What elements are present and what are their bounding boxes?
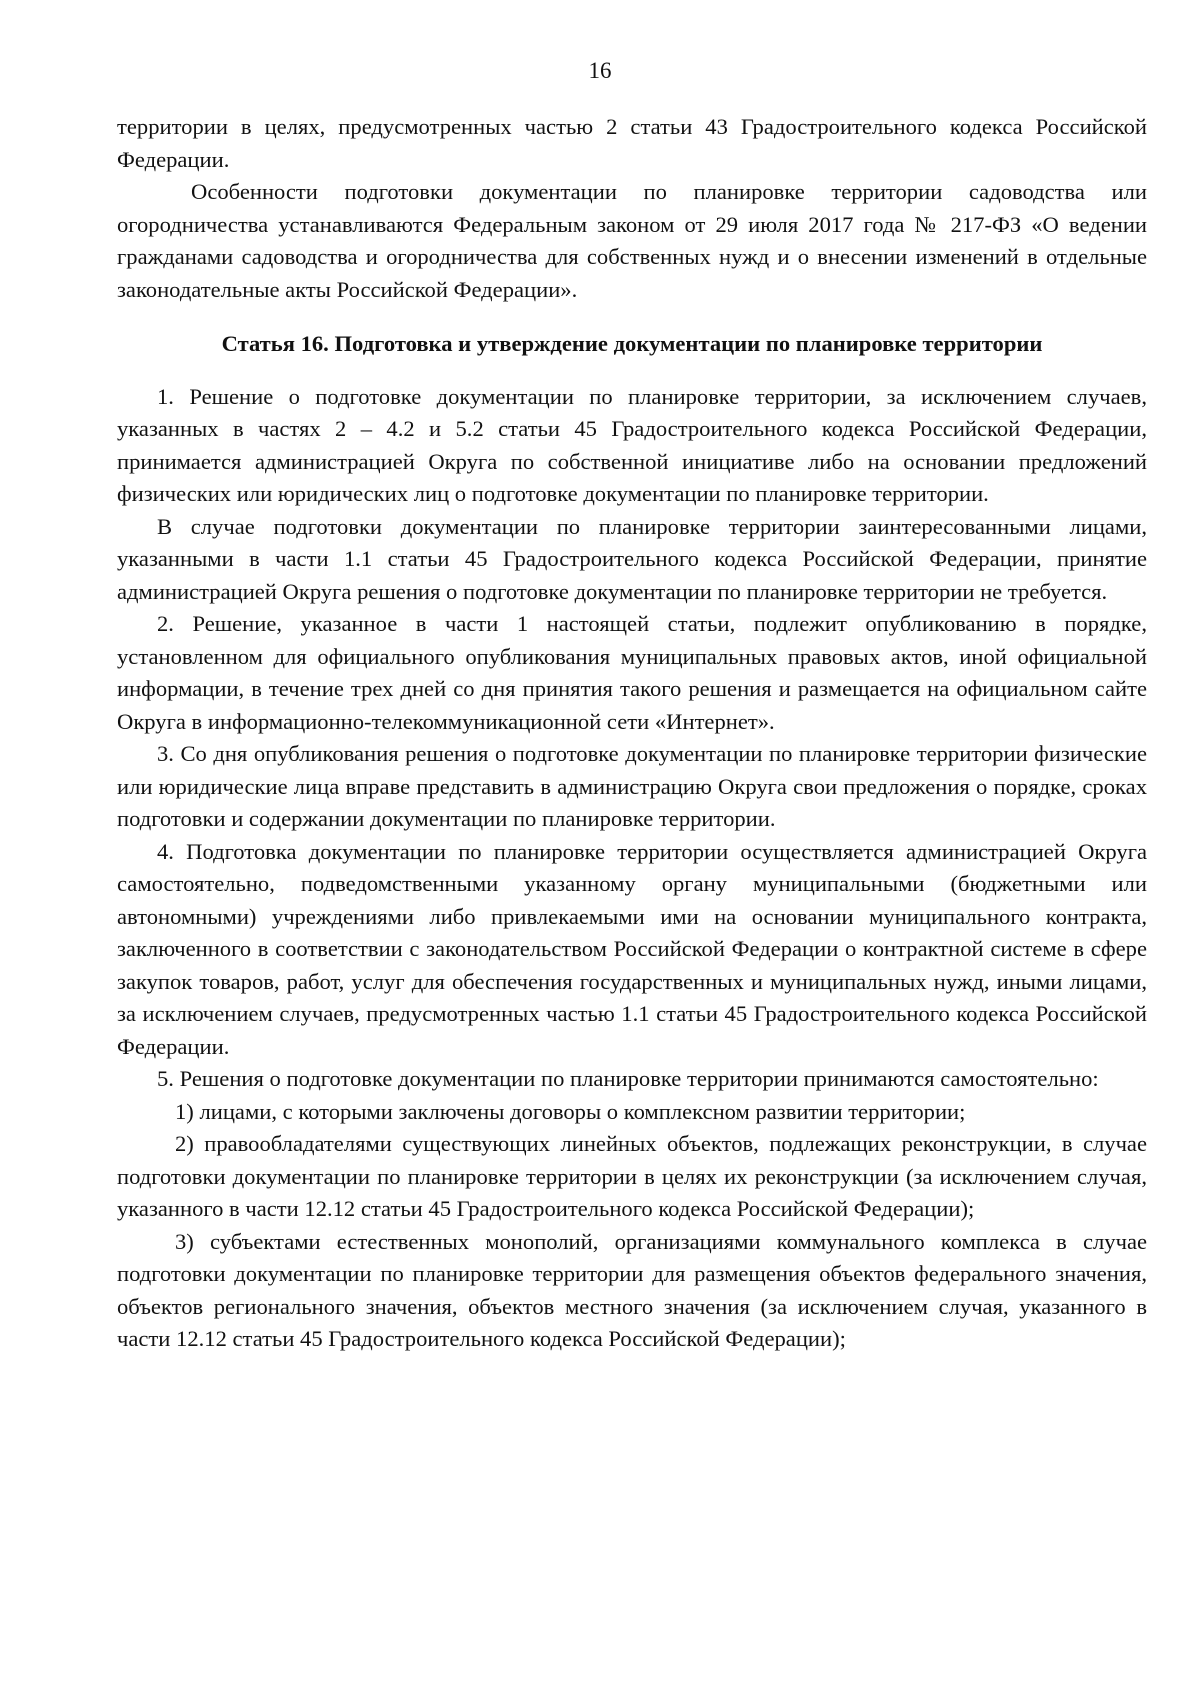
list-item-3: 3) субъектами естественных монополий, организациями коммунального комплекса в случае подготовки документации по планировке территории для размещения объектов федерального значения, объектов регионального значения, объектов местного значения (за исключением случая, указанного в части 12.12 статьи 45 Градостроительного кодекса Российской Федерации);	[117, 1228, 1147, 1351]
paragraph-item-5: 5. Решения о подготовке документации по планировке территории принимаются самостоятельно:	[157, 1066, 1099, 1091]
paragraph-interested-parties: В случае подготовки документации по планировке территории заинтересованными лицами, указанными в части 1.1 статьи 45 Градостроительного кодекса Российской Федерации, принятие администрацией Округа решения о подготовке документации по планировке территории не требуется.	[117, 513, 1147, 604]
list-item-1: 1) лицами, с которыми заключены договоры о комплексном развитии территории;	[175, 1098, 966, 1124]
paragraph-item-3: 3. Со дня опубликования решения о подготовке документации по планировке территории физические или юридические лица вправе представить в администрацию Округа свои предложения о порядке, сроках подготовки и содержании документации по планировке территории.	[117, 741, 1147, 831]
paragraph-item-4: 4. Подготовка документации по планировке территории осуществляется администрацией Округа самостоятельно, подведомственными указанному органу муниципальными (бюджетными или автономными) учреждениями либо привлекаемыми ими на основании муниципального контракта, заключенного в соответствии с законодательством Российской Федерации о контрактной системе в сфере закупок товаров, работ, услуг для обеспечения государственных и муниципальных нужд, иными лицами, за исключением случаев, предусмотренных частью 1.1 статьи 45 Градостроительного кодекса Российской Федерации.	[117, 838, 1147, 1059]
paragraph-item-2: 2. Решение, указанное в части 1 настоящей статьи, подлежит опубликованию в порядке, установленном для официального опубликования муниципальных правовых актов, иной официальной информации, в течение трех дней со дня принятия такого решения и размещается на официальном сайте Округа в информационно-телекоммуникационной сети «Интернет».	[117, 611, 1147, 734]
document-body	[117, 111, 1147, 1356]
paragraph-continuation: территории в целях, предусмотренных частью 2 статьи 43 Градостроительного кодекса Российской Федерации.	[117, 114, 1147, 172]
paragraph-item-1: 1. Решение о подготовке документации по планировке территории, за исключением случаев, указанных в частях 2 – 4.2 и 5.2 статьи 45 Градостроительного кодекса Российской Федерации, принимается администрацией Округа по собственной инициативе либо на основании предложений физических или юридических лиц о подготовке документации по планировке территории.	[117, 383, 1147, 506]
paragraph-gardening-features: Особенности подготовки документации по планировке территории садоводства или огородничества устанавливаются Федеральным законом от 29 июля 2017 года № 217-ФЗ «О ведении гражданами садоводства и огородничества для собственных нужд и о внесении изменений в отдельные законодательные акты Российской Федерации».	[117, 179, 1147, 302]
page-number: 16	[588, 58, 612, 83]
list-item-2: 2) правообладателями существующих линейных объектов, подлежащих реконструкции, в случае подготовки документации по планировке территории в целях их реконструкции (за исключением случая, указанного в части 12.12 статьи 45 Градостроительного кодекса Российской Федерации);	[117, 1131, 1147, 1221]
article-heading: Статья 16. Подготовка и утверждение документации по планировке территории	[221, 331, 1043, 356]
